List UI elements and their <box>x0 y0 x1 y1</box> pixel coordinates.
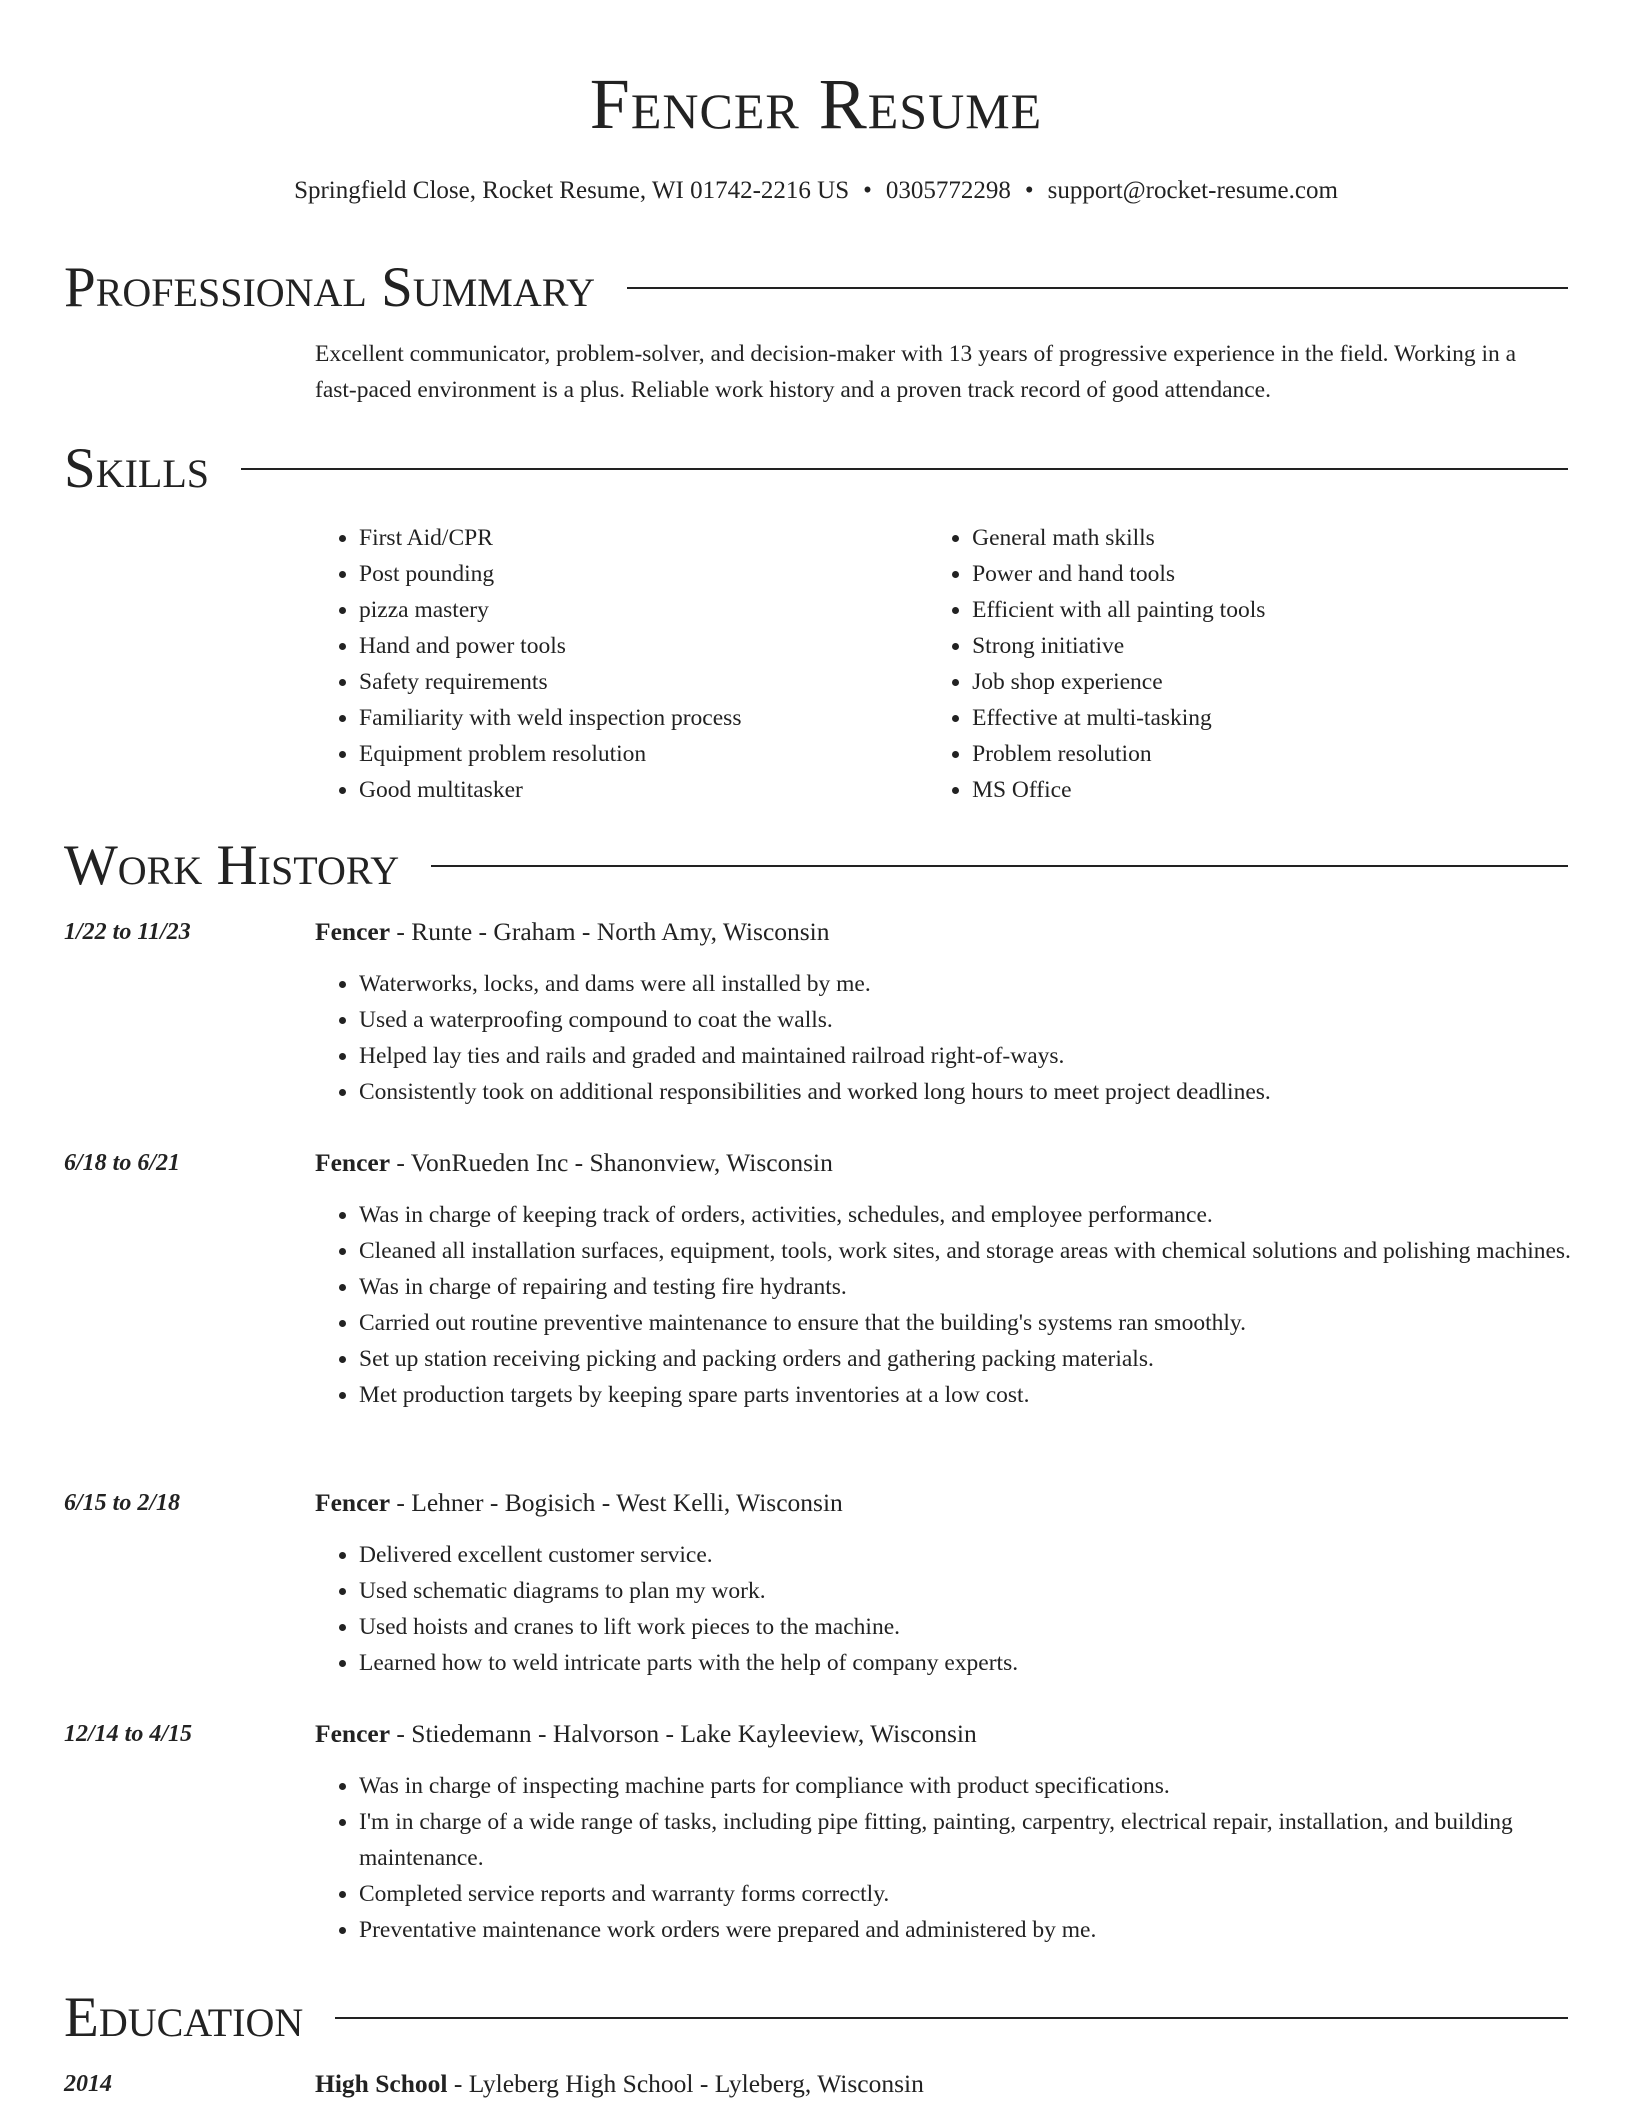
work-bullets <box>315 1768 1612 1948</box>
skill-item: • Good multitasker <box>359 772 928 808</box>
section-divider <box>335 2017 1568 2019</box>
phone: 0305772298 <box>885 177 1011 204</box>
skill-item: • MS Office <box>972 772 1568 808</box>
section-heading-skills <box>64 434 1568 504</box>
skills-list <box>315 520 1568 808</box>
work-dates: 6/18 to 6/21 <box>64 1150 181 1176</box>
work-heading <box>315 1485 1568 1521</box>
skills-column-right <box>928 520 1568 808</box>
separator-dot: • <box>1024 177 1034 204</box>
skill-item: • Effective at multi-tasking <box>972 700 1568 736</box>
skill-item: • Post pounding <box>359 556 928 592</box>
skill-item: • Power and hand tools <box>972 556 1568 592</box>
summary-text: Excellent communicator, problem-solver, and decision-maker with 13 years of progressive experience in the field. Working in a fast-paced environment is a plus. Reliable work history and a proven track record of good attendance. <box>315 341 1517 403</box>
education-year: 2014 <box>64 2071 112 2097</box>
separator-dot: • <box>863 177 872 204</box>
section-heading-summary <box>64 253 1568 323</box>
section-heading-work-history <box>64 831 1568 901</box>
job-company: - VonRueden Inc - Shanonview, Wisconsin <box>390 1148 833 1177</box>
skill-item: • Strong initiative <box>972 628 1568 664</box>
work-bullet: • Learned how to weld intricate parts with the help of company experts. <box>359 1645 1612 1681</box>
job-company: - Runte - Graham - North Amy, Wisconsin <box>390 917 830 946</box>
section-divider <box>241 468 1568 470</box>
job-title: Fencer <box>315 1719 391 1748</box>
skill-item: • Hand and power tools <box>359 628 928 664</box>
work-bullet: • Preventative maintenance work orders were prepared and administered by me. <box>359 1912 1612 1948</box>
resume-name: Fencer Resume <box>589 64 1043 144</box>
skill-item: • Efficient with all painting tools <box>972 592 1568 628</box>
work-bullet: • Completed service reports and warranty forms correctly. <box>359 1876 1612 1912</box>
skill-item: • General math skills <box>972 520 1568 556</box>
work-bullets <box>315 1537 1612 1681</box>
work-bullet: • Cleaned all installation surfaces, equipment, tools, work sites, and storage areas with chemical solutions and polishing machines. <box>359 1233 1612 1269</box>
skill-item: • Problem resolution <box>972 736 1568 772</box>
school: - Lyleberg High School - Lyleberg, Wisconsin <box>447 2069 924 2098</box>
work-bullet: • Used schematic diagrams to plan my work. <box>359 1573 1612 1609</box>
education-heading <box>315 2066 1568 2102</box>
work-bullet: • I'm in charge of a wide range of tasks, including pipe fitting, painting, carpentry, electrical repair, installation, and building maintenance. <box>359 1804 1612 1876</box>
section-title: Work History <box>64 834 400 897</box>
work-bullet: • Carried out routine preventive maintenance to ensure that the building's systems ran smoothly. <box>359 1305 1612 1341</box>
work-bullet: • Used hoists and cranes to lift work pieces to the machine. <box>359 1609 1612 1645</box>
work-dates: 6/15 to 2/18 <box>64 1490 181 1516</box>
skills-column-left <box>315 520 928 808</box>
section-title: Skills <box>64 437 210 500</box>
work-heading <box>315 1716 1568 1752</box>
section-divider <box>431 865 1568 867</box>
work-bullet: • Helped lay ties and rails and graded and maintained railroad right-of-ways. <box>359 1038 1612 1074</box>
work-bullet: • Waterworks, locks, and dams were all installed by me. <box>359 966 1612 1002</box>
work-bullet: • Met production targets by keeping spare parts inventories at a low cost. <box>359 1377 1612 1413</box>
section-title: Education <box>64 1986 304 2049</box>
job-company: - Stiedemann - Halvorson - Lake Kayleeview, Wisconsin <box>390 1719 977 1748</box>
work-bullet: • Was in charge of repairing and testing fire hydrants. <box>359 1269 1612 1305</box>
job-title: Fencer <box>315 1488 391 1517</box>
job-title: Fencer <box>315 917 391 946</box>
work-bullets <box>315 1197 1612 1413</box>
section-divider <box>627 287 1568 289</box>
work-heading <box>315 1145 1568 1181</box>
work-bullet: • Delivered excellent customer service. <box>359 1537 1612 1573</box>
work-bullet: • Used a waterproofing compound to coat the walls. <box>359 1002 1612 1038</box>
skill-item: • Job shop experience <box>972 664 1568 700</box>
degree: High School <box>315 2069 448 2098</box>
skill-item: • First Aid/CPR <box>359 520 928 556</box>
work-bullets <box>315 966 1612 1110</box>
work-dates: 1/22 to 11/23 <box>64 919 191 945</box>
work-bullet: • Was in charge of keeping track of orders, activities, schedules, and employee performance. <box>359 1197 1612 1233</box>
work-bullet: • Was in charge of inspecting machine parts for compliance with product specifications. <box>359 1768 1612 1804</box>
section-title: Professional Summary <box>64 256 596 319</box>
address: Springfield Close, Rocket Resume, WI 01742-2216 US <box>294 177 850 204</box>
work-bullet: • Consistently took on additional responsibilities and worked long hours to meet project deadlines. <box>359 1074 1612 1110</box>
skill-item: • pizza mastery <box>359 592 928 628</box>
skill-item: • Equipment problem resolution <box>359 736 928 772</box>
contact-line <box>0 174 1632 208</box>
skill-item: • Safety requirements <box>359 664 928 700</box>
work-dates: 12/14 to 4/15 <box>64 1721 193 1747</box>
work-bullet: • Set up station receiving picking and packing orders and gathering packing materials. <box>359 1341 1612 1377</box>
email[interactable]: support@rocket-resume.com <box>1047 177 1338 204</box>
job-company: - Lehner - Bogisich - West Kelli, Wisconsin <box>390 1488 843 1517</box>
skill-item: • Familiarity with weld inspection process <box>359 700 928 736</box>
work-heading <box>315 914 1568 950</box>
section-heading-education <box>64 1983 1568 2053</box>
job-title: Fencer <box>315 1148 391 1177</box>
